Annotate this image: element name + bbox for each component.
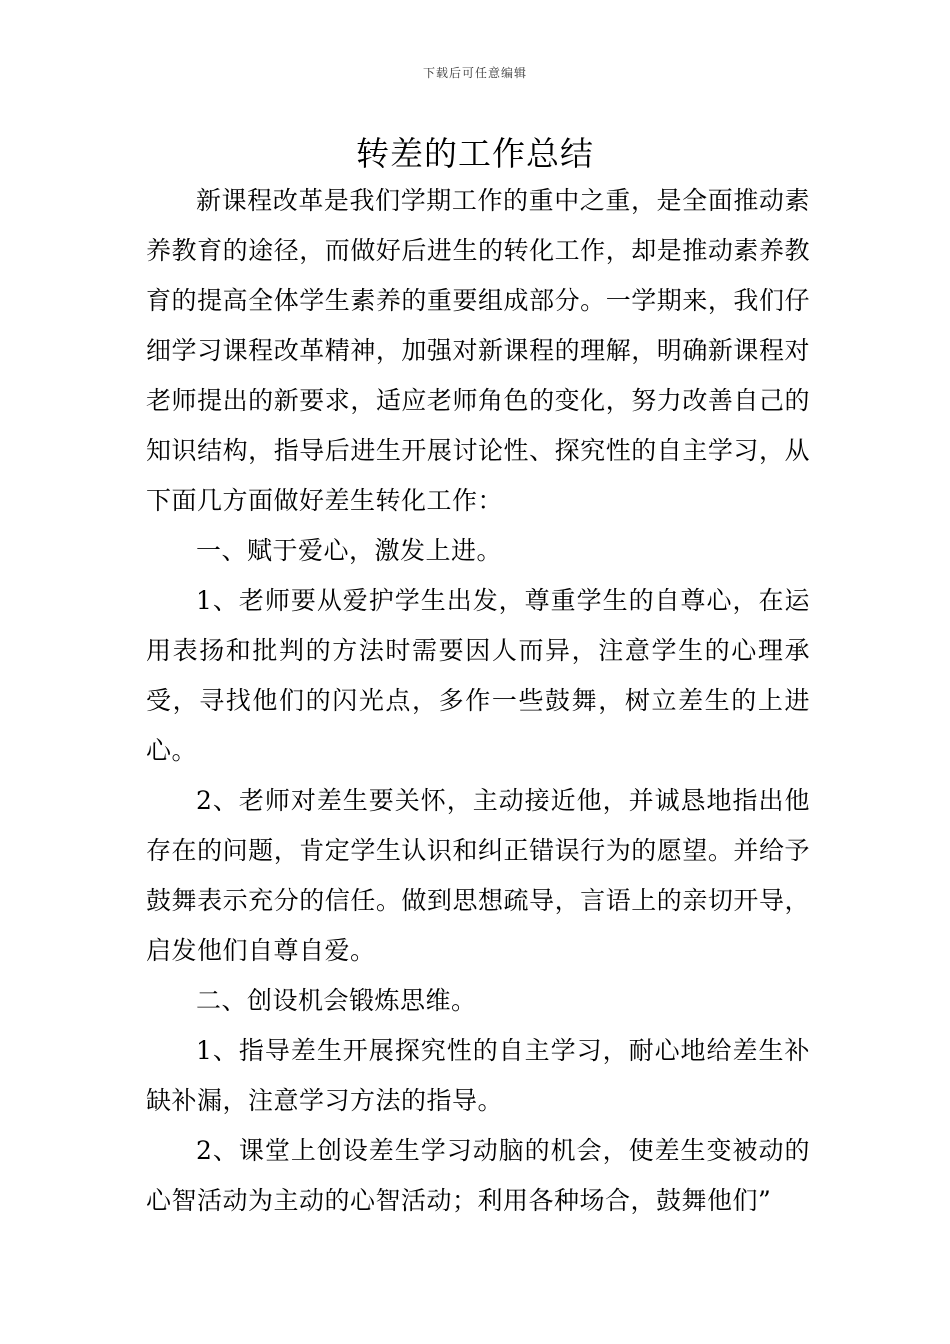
document-body xyxy=(146,176,810,1226)
paragraph-1-1: 1、老师要从爱护学生出发，尊重学生的自尊心，在运用表扬和批判的方法时需要因人而异，注意学生的心理承受，寻找他们的闪光点，多作一些鼓舞，树立差生的上进心。 xyxy=(146,586,810,765)
page-header: 下载后可任意编辑 xyxy=(422,66,527,80)
paragraph-1-2: 2、老师对差生要关怀，主动接近他，并诚恳地指出他存在的问题，肯定学生认识和纠正错误行为的愿望。并给予鼓舞表示充分的信任。做到思想疏导，言语上的亲切开导，启发他们自尊自爱。 xyxy=(146,786,810,965)
paragraph-intro: 新课程改革是我们学期工作的重中之重，是全面推动素养教育的途径，而做好后进生的转化工作，却是推动素养教育的提高全体学生素养的重要组成部分。一学期来，我们仔细学习课程改革精神，加强对新课程的理解，明确新课程对老师提出的新要求，适应老师角色的变化，努力改善自己的知识结构，指导后进生开展讨论性、探究性的自主学习，从下面几方面做好差生转化工作： xyxy=(146,186,810,515)
paragraph-2-2: 2、课堂上创设差生学习动脑的机会，使差生变被动的心智活动为主动的心智活动；利用各种场合，鼓舞他们” xyxy=(146,1136,810,1215)
section-heading-2: 二、创设机会锻炼思维。 xyxy=(196,986,477,1015)
paragraph-2-1: 1、指导差生开展探究性的自主学习，耐心地给差生补缺补漏，注意学习方法的指导。 xyxy=(146,1036,810,1115)
section-heading-1: 一、赋于爱心，激发上进。 xyxy=(196,536,503,565)
document-title: 转差的工作总结 xyxy=(356,134,594,173)
